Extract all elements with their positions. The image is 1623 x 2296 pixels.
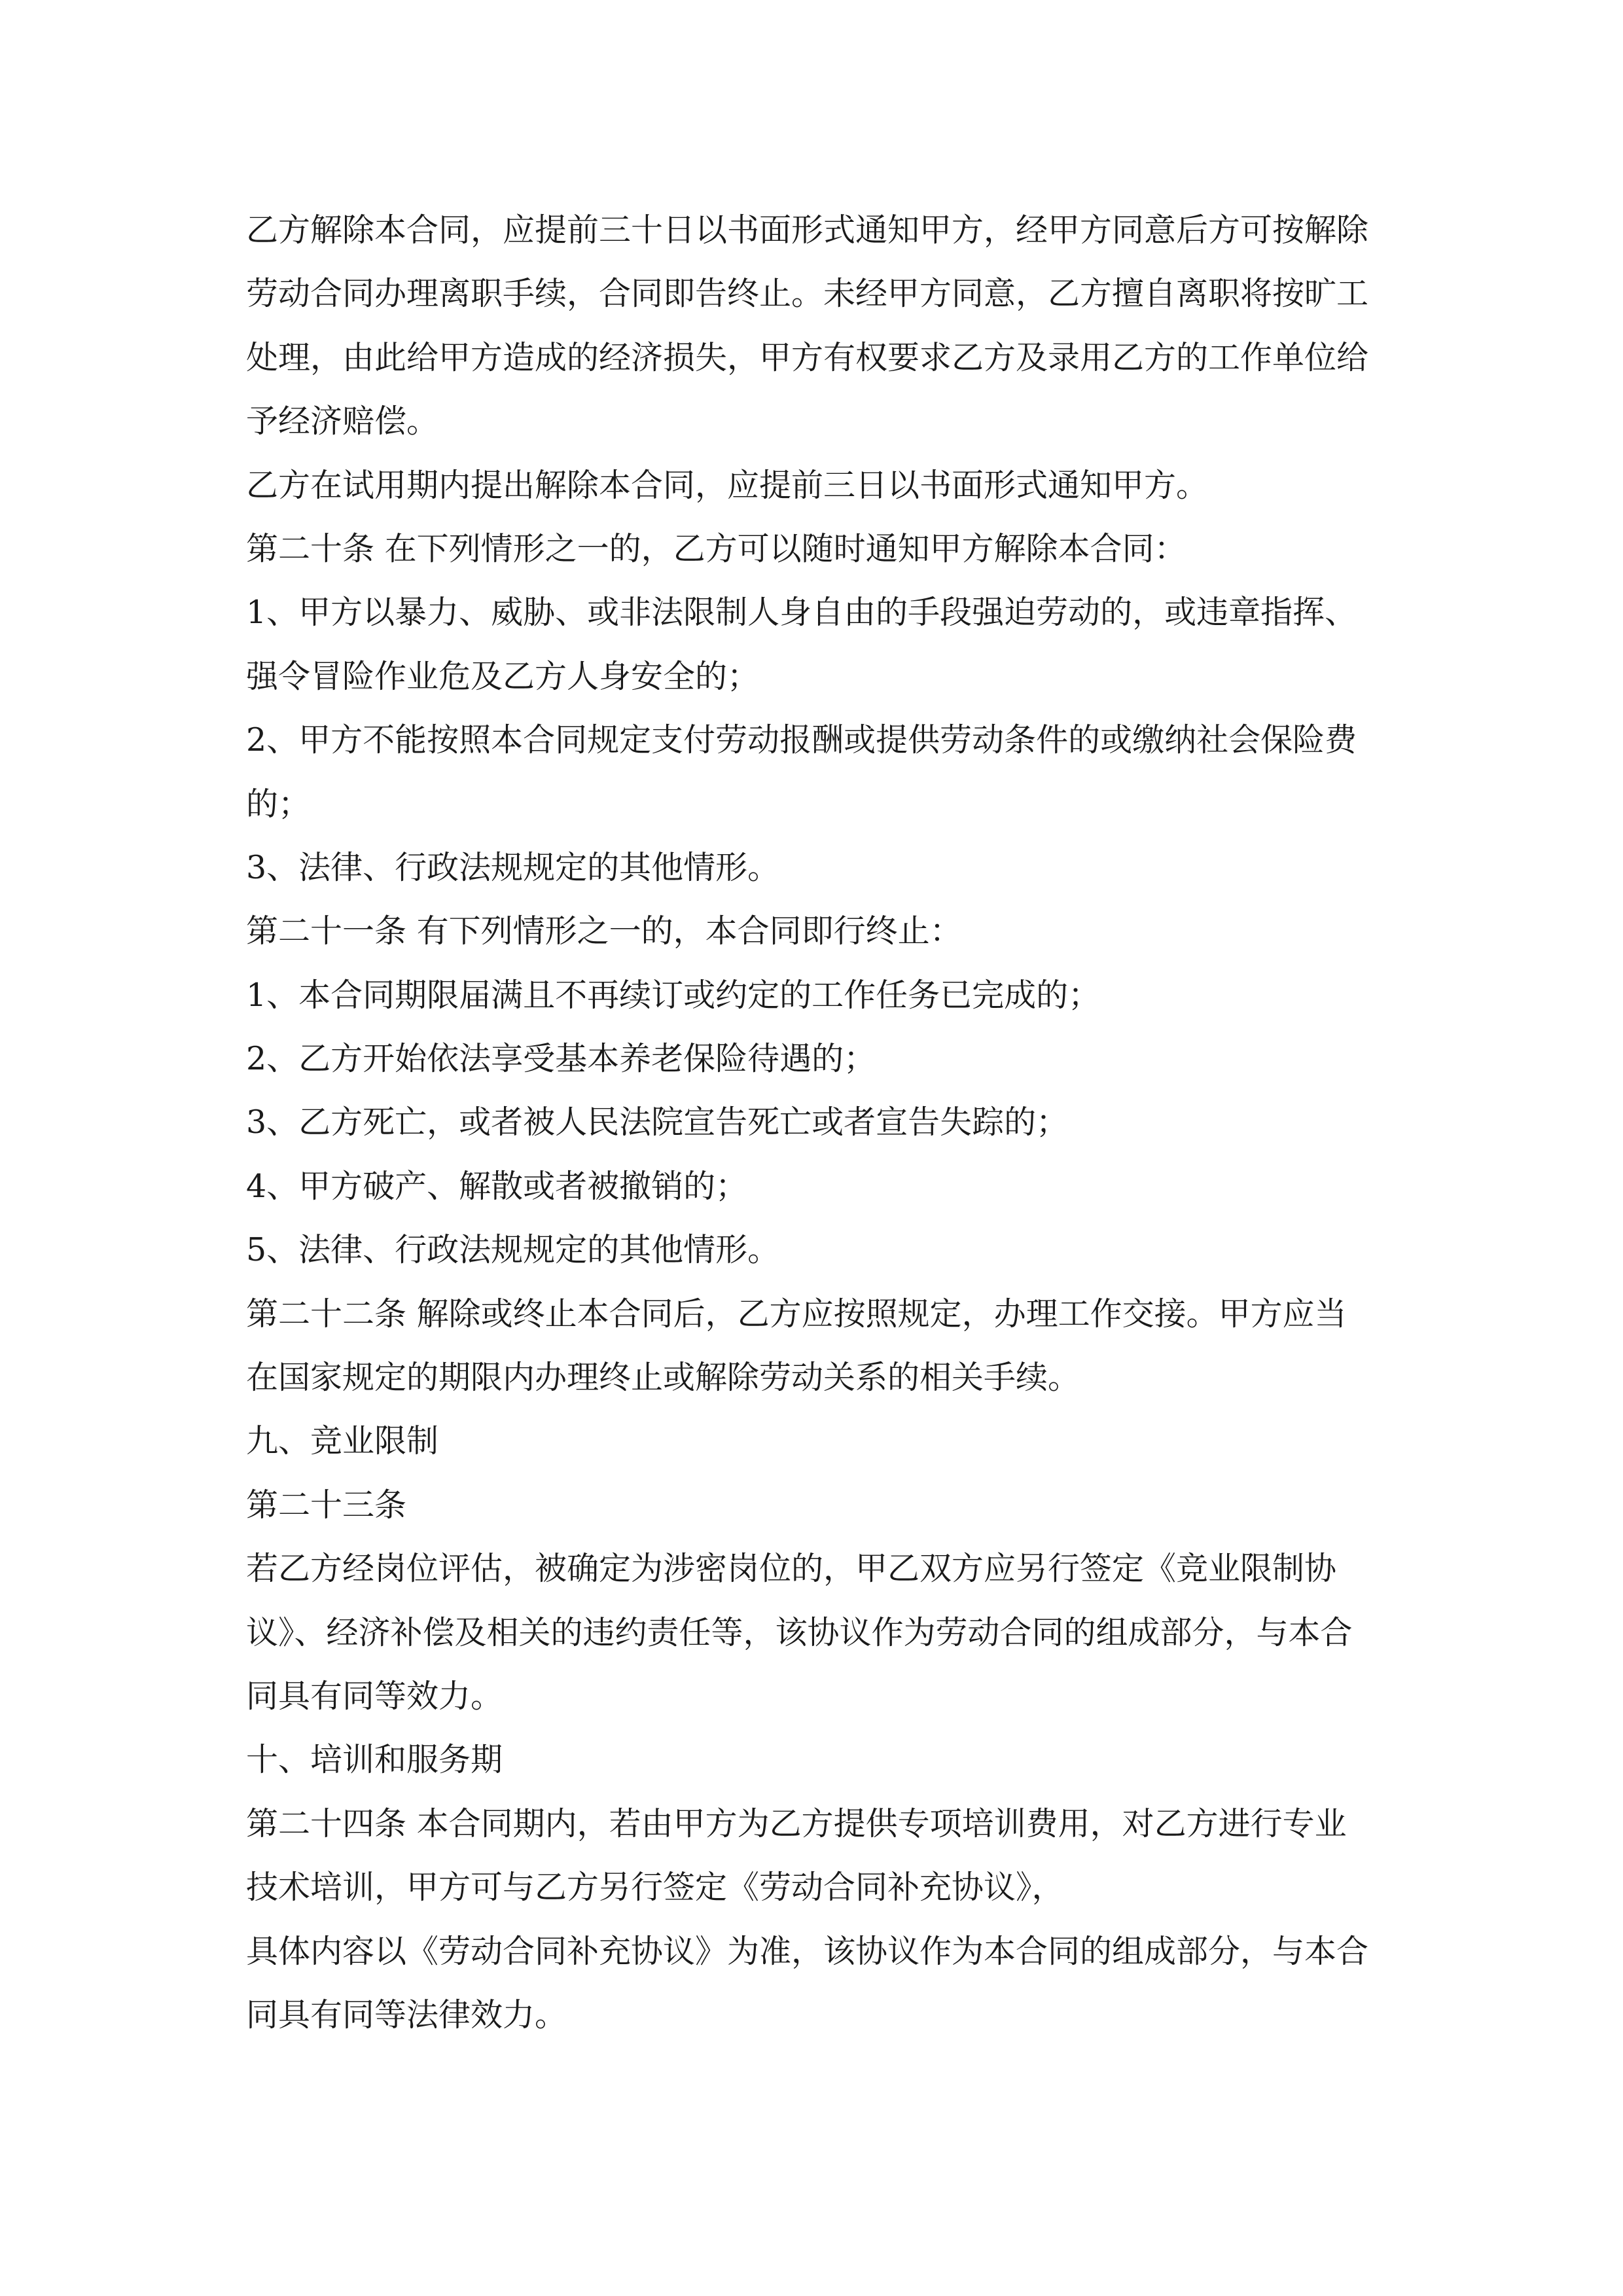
article-heading: 第二十二条 解除或终止本合同后，乙方应按照规定，办理工作交接。甲方应当 bbox=[246, 1295, 1347, 1333]
list-item: 4、甲方破产、解散或者被撤销的； bbox=[246, 1167, 748, 1205]
text-line: 予经济赔偿。 bbox=[246, 403, 439, 440]
article-heading: 第二十条 在下列情形之一的，乙方可以随时通知甲方解除本合同： bbox=[246, 529, 1186, 567]
text-line: 同具有同等法律效力。 bbox=[246, 1996, 567, 2034]
list-item: 1、本合同期限届满且不再续订或约定的工作任务已完成的； bbox=[246, 976, 1101, 1014]
text-line: 乙方在试用期内提出解除本合同，应提前三日以书面形式通知甲方。 bbox=[246, 466, 1209, 504]
list-item: 2、乙方开始依法享受基本养老保险待遇的； bbox=[246, 1040, 876, 1078]
text-line: 若乙方经岗位评估，被确定为涉密岗位的，甲乙双方应另行签定《竞业限制协 bbox=[246, 1550, 1337, 1588]
section-heading: 九、竞业限制 bbox=[246, 1422, 439, 1460]
text-line: 的； bbox=[246, 785, 311, 823]
text-line: 劳动合同办理离职手续，合同即告终止。未经甲方同意，乙方擅自离职将按旷工 bbox=[246, 275, 1369, 313]
list-item: 5、法律、行政法规规定的其他情形。 bbox=[246, 1231, 780, 1269]
list-item: 2、甲方不能按照本合同规定支付劳动报酬或提供劳动条件的或缴纳社会保险费 bbox=[246, 721, 1357, 759]
article-heading: 第二十一条 有下列情形之一的，本合同即行终止： bbox=[246, 912, 962, 950]
text-line: 同具有同等效力。 bbox=[246, 1677, 503, 1715]
text-line: 乙方解除本合同，应提前三十日以书面形式通知甲方，经甲方同意后方可按解除 bbox=[246, 211, 1369, 249]
text-line: 处理，由此给甲方造成的经济损失，甲方有权要求乙方及录用乙方的工作单位给 bbox=[246, 338, 1369, 376]
text-line: 技术培训，甲方可与乙方另行签定《劳动合同补充协议》， bbox=[246, 1869, 1064, 1907]
list-item: 3、法律、行政法规规定的其他情形。 bbox=[246, 848, 780, 886]
article-heading: 第二十三条 bbox=[246, 1486, 407, 1524]
text-line: 在国家规定的期限内办理终止或解除劳动关系的相关手续。 bbox=[246, 1359, 1080, 1397]
article-heading: 第二十四条 本合同期内，若由甲方为乙方提供专项培训费用，对乙方进行专业 bbox=[246, 1804, 1347, 1842]
section-heading: 十、培训和服务期 bbox=[246, 1741, 503, 1779]
text-line: 议》、经济补偿及相关的违约责任等，该协议作为劳动合同的组成部分，与本合 bbox=[246, 1613, 1353, 1651]
document-body bbox=[246, 198, 1388, 2047]
text-line: 强令冒险作业危及乙方人身安全的； bbox=[246, 657, 760, 695]
text-line: 具体内容以《劳动合同补充协议》为准，该协议作为本合同的组成部分，与本合 bbox=[246, 1932, 1369, 1970]
list-item: 1、甲方以暴力、威胁、或非法限制人身自由的手段强迫劳动的，或违章指挥、 bbox=[246, 594, 1357, 632]
list-item: 3、乙方死亡，或者被人民法院宣告死亡或者宣告失踪的； bbox=[246, 1103, 1069, 1141]
